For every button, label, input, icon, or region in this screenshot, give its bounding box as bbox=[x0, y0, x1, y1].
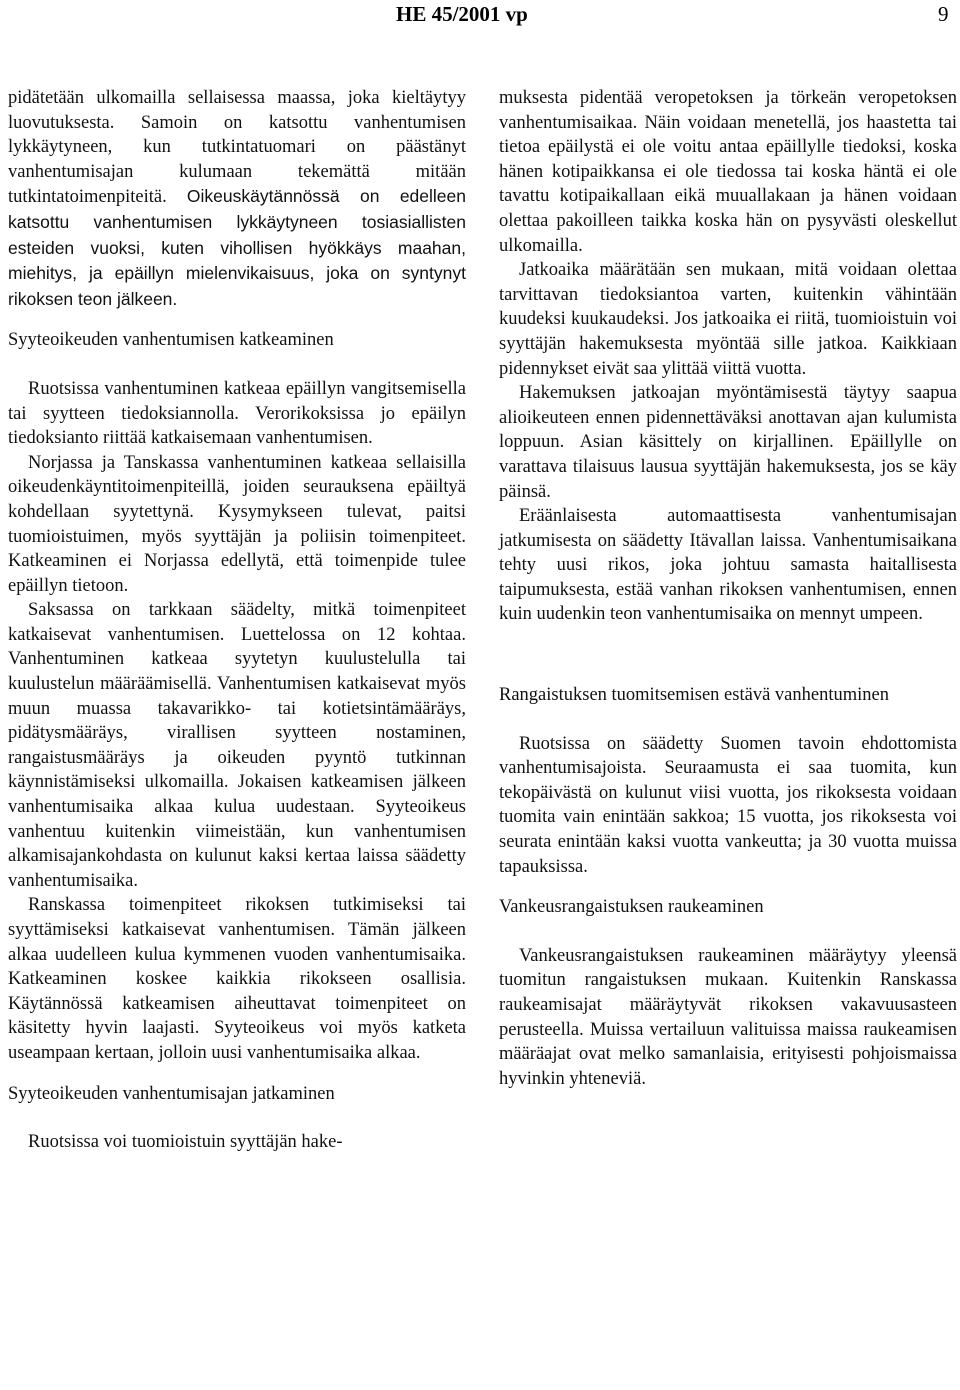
paragraph: Ruotsissa on säädetty Suomen tavoin ehdottomista vanhentumisajoista. Seuraamusta ei saa tuomita, kun tekopäivästä on kulunut viisi vuotta, jos rikoksesta voidaan tuomita vain enintään sakkoa; 15 vuotta, jos rikoksesta voi seurata enintään kaksi vuotta vankeutta; ja 30 vuotta muissa tapauksissa. bbox=[499, 733, 957, 877]
paragraph-text-sans: Oikeuskäytännössä on edelleen katsottu vanhentumisen lykkäytyneen tosiasiallisten esteiden vuoksi, kuten vihollisen hyökkäys maahan, miehitys, ja epäillyn mielenvikaisuus, joka on syntynyt rikoksen teon jälkeen. bbox=[8, 186, 467, 309]
section-heading: Syyteoikeuden vanhentumisen katkeaminen bbox=[8, 330, 334, 351]
section-heading: Vankeusrangaistuksen raukeaminen bbox=[499, 897, 764, 918]
paragraph bbox=[8, 86, 466, 312]
paragraph: Hakemuksen jatkoajan myöntämisestä täytyy saapua alioikeuteen ennen pidennettäväksi anottavan ajan kulumista loppuun. Asian käsittely on kirjallinen. Epäillylle on varattava tilaisuus lausua syyttäjän hakemuksesta, jos se käy päinsä. bbox=[499, 383, 957, 502]
paragraph: Ranskassa toimenpiteet rikoksen tutkimiseksi tai syyttämiseksi katkaisevat vanhentumisen. Tämän jälkeen alkaa uudelleen kulua kymmenen vuoden vanhentumisaika. Katkeaminen koskee kaikkia rikokseen osallisia. Käytännössä katkeamisen aiheuttavat toimenpiteet on käsitetty hyvin laajasti. Syyteoikeus voi myös katketa useampaan kertaan, jolloin uusi vanhentumisaika alkaa. bbox=[8, 895, 466, 1063]
page-number: 9 bbox=[938, 2, 949, 26]
paragraph: Jatkoaika määrätään sen mukaan, mitä voidaan olettaa tarvittavan tiedoksiantoa varten, kuitenkin vähintään kuudeksi kuukaudeksi. Jos jatkoaika ei riitä, tuomioistuin voi syyttäjän hakemuksesta myöntää sille jatkoa. Kaikkiaan pidennykset eivät saa ylittää viittä vuotta. bbox=[499, 260, 957, 379]
paragraph: Ruotsissa vanhentuminen katkeaa epäillyn vangitsemisella tai syytteen tiedoksiannolla. Verorikoksissa jo epäilyn tiedoksianto riittää katkaisemaan vanhentumisen. bbox=[8, 378, 466, 449]
page-header bbox=[0, 0, 960, 36]
paragraph: Ruotsissa voi tuomioistuin syyttäjän hake- bbox=[28, 1132, 343, 1153]
section-heading: Syyteoikeuden vanhentumisajan jatkaminen bbox=[8, 1083, 335, 1104]
paragraph: Eräänlaisesta automaattisesta vanhentumisajan jatkumisesta on säädetty Itävallan laissa. Vanhentumisaikana tehty uusi rikos, joka johtuu samasta haitallisesta taipumuksesta, estää vanhan rikoksen vanhentumisen, ennen kuin uudenkin teon vanhentumisaika on mennyt umpeen. bbox=[499, 506, 957, 625]
section-heading: Rangaistuksen tuomitsemisen estävä vanhentuminen bbox=[499, 685, 889, 706]
left-column bbox=[8, 86, 466, 1155]
paragraph: Saksassa on tarkkaan säädelty, mitkä toimenpiteet katkaisevat vanhentumisen. Luettelossa on 12 kohtaa. Vanhentuminen katkeaa syytetyn kuulustelulla tai kuulustelun määräämisellä. Vanhentumisen katkaisevat myös muun muassa takavarikko- tai kotietsintämääräys, pidätysmääräys, virallisen syytteen nostaminen, rangaistusmääräys ja oikeuden pyyntö tutkinnan käynnistämiseksi ulkomailla. Jokaisen katkeamisen jälkeen vanhentumisaika alkaa kulua uudestaan. Syyteoikeus vanhentuu kuitenkin viimeistään, kun vanhentumisen alkamisajankohdasta on kulunut kaksi kertaa laissa säädetty vanhentumisaika. bbox=[8, 600, 466, 891]
paragraph: Norjassa ja Tanskassa vanhentuminen katkeaa sellaisilla oikeudenkäyntitoimenpiteillä, joiden seurauksena epäiltyä kohdellaan syytettynä. Kysymykseen tulevat, paitsi tuomioistuimen, myös syyttäjän ja poliisin toimenpiteet. Katkeaminen ei Norjassa edellytä, että toimenpide tulee epäillyn tietoon. bbox=[8, 452, 466, 596]
document-id: HE 45/2001 vp bbox=[396, 2, 528, 26]
paragraph: Vankeusrangaistuksen raukeaminen määräytyy yleensä tuomitun rangaistuksen mukaan. Kuitenkin Ranskassa raukeamisajat määräytyvät rikoksen vakavuusasteen perusteella. Muissa vertailuun valituissa maissa raukeamisen määräajat ovat melko samanlaisia, erityisesti pohjoismaissa hyvinkin yhteneviä. bbox=[499, 945, 957, 1089]
right-column bbox=[499, 86, 957, 1091]
paragraph-text: pidätetään ulkomailla sellaisessa maassa, joka kieltäytyy luovutuksesta. Samoin on katsottu vanhentumisen lykkäytyneen, kun tutkintatuomari on päästänyt vanhentumisajan kulumaan tekemättä mitään tutkintatoimenpiteitä. bbox=[8, 88, 466, 208]
paragraph: muksesta pidentää veropetoksen ja törkeän veropetoksen vanhentumisaikaa. Näin voidaan menetellä, jos haastetta tai tietoa epäilystä ei ole voitu antaa epäillylle tiedoksi, koska hänen kotipaikkansa ei ole tiedossa tai koska häntä ei ole tavattu kotipaikallaan eikä muuallakaan ja hänen voidaan olettaa pakoilleen taikka koska hän on pysyvästi oleskellut ulkomailla. bbox=[499, 88, 957, 256]
